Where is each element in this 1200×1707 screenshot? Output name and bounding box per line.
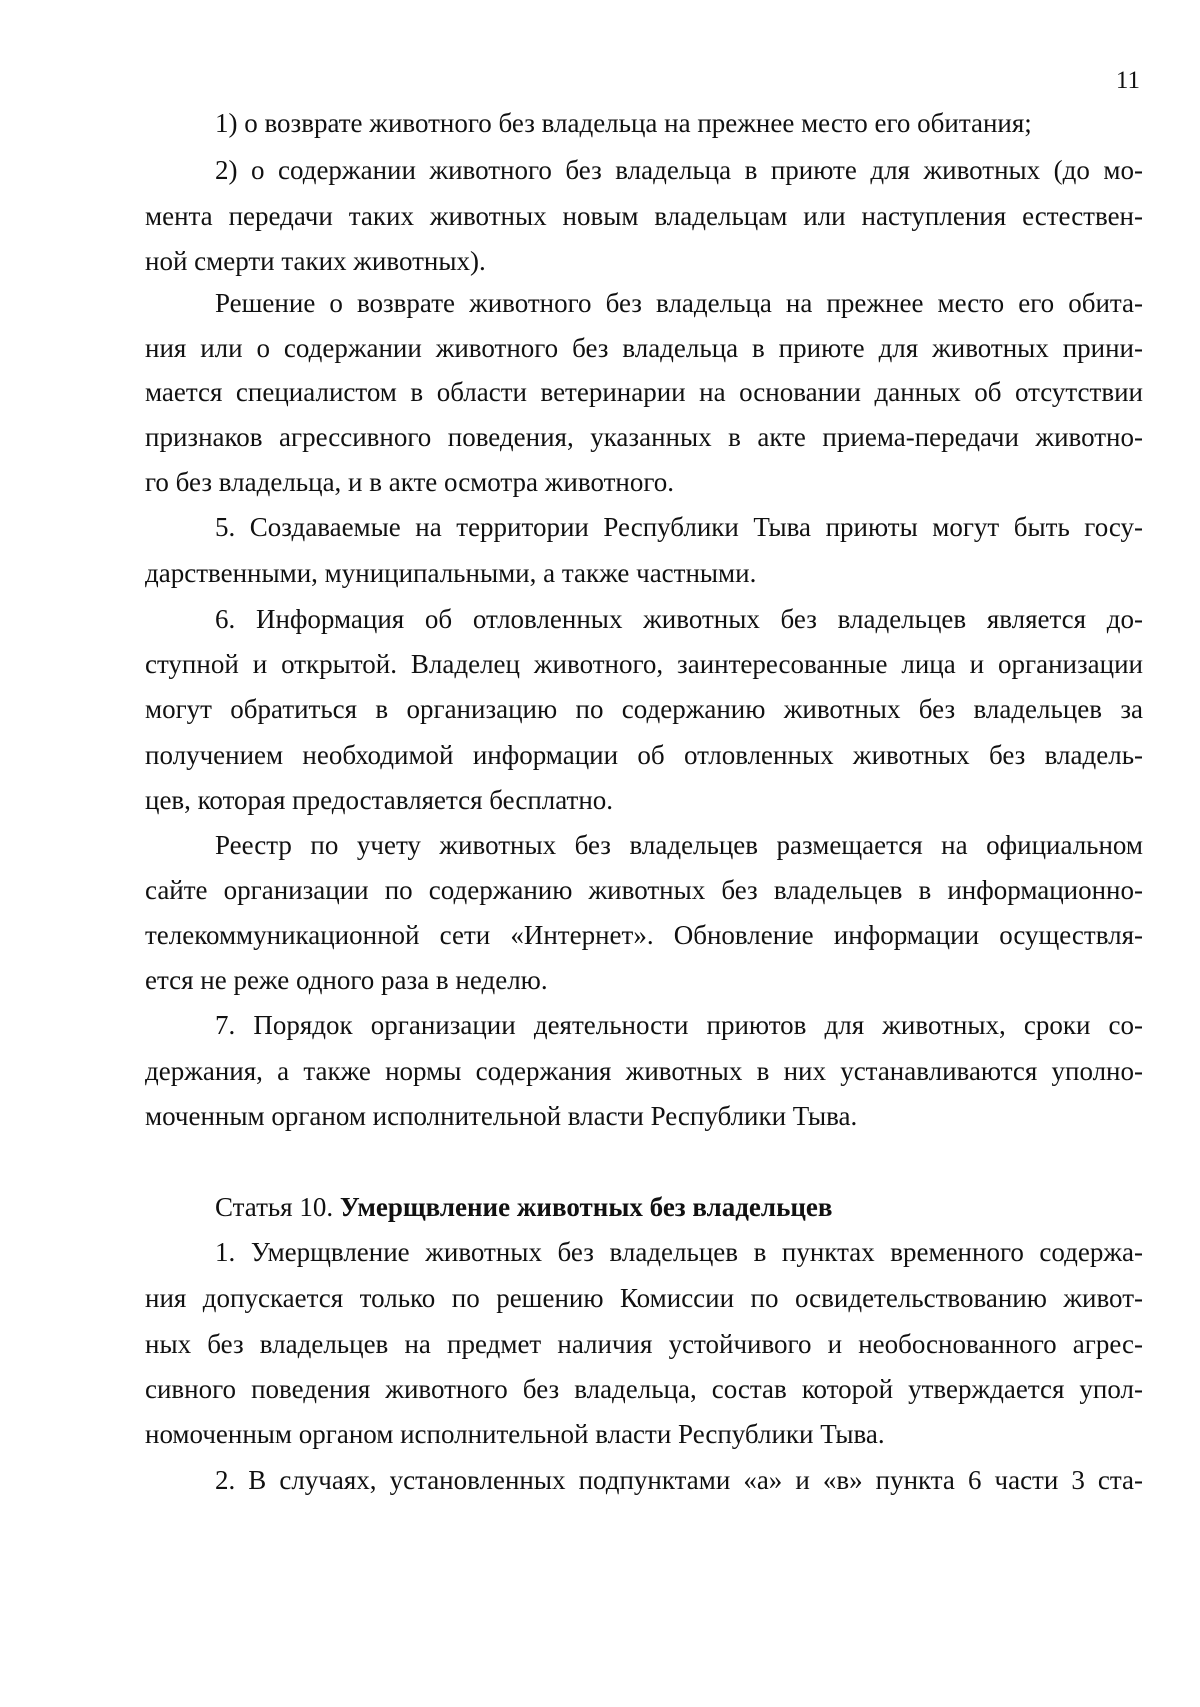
text-line: ется не реже одного раза в неделю.: [145, 965, 548, 995]
text-line: 7. Порядок организации деятельности приютов для животных, сроки со-: [215, 1010, 1143, 1040]
text-line: ния допускается только по решению Комиссии по освидетельствованию живот-: [145, 1283, 1143, 1313]
article-title: Умерщвление животных без владельцев: [339, 1192, 833, 1222]
text-line: Реестр по учету животных без владельцев размещается на официальном: [215, 830, 1143, 860]
text-line: цев, которая предоставляется бесплатно.: [145, 785, 614, 815]
text-line: дарственными, муниципальными, а также частными.: [145, 558, 757, 588]
text-line: признаков агрессивного поведения, указанных в акте приема-передачи животно-: [145, 422, 1143, 452]
text-line: 6. Информация об отловленных животных без владельцев является до-: [215, 604, 1143, 634]
page-number: 11: [1115, 67, 1140, 94]
text-line: мента передачи таких животных новым владельцам или наступления естествен-: [145, 201, 1143, 231]
text-line: держания, а также нормы содержания животных в них устанавливаются уполно-: [145, 1056, 1143, 1086]
text-line: сайте организации по содержанию животных без владельцев в информационно-: [145, 875, 1143, 905]
text-line: могут обратиться в организацию по содержанию животных без владельцев за: [145, 694, 1143, 724]
text-line: номоченным органом исполнительной власти Республики Тыва.: [145, 1419, 885, 1449]
text-line: мается специалистом в области ветеринарии на основании данных об отсутствии: [145, 377, 1143, 407]
text-line: ступной и открытой. Владелец животного, заинтересованные лица и организации: [145, 649, 1143, 679]
article-prefix: Статья 10.: [215, 1192, 340, 1222]
text-line: 5. Создаваемые на территории Республики Тыва приюты могут быть госу-: [215, 512, 1143, 542]
text-line: го без владельца, и в акте осмотра животного.: [145, 467, 674, 497]
text-line: сивного поведения животного без владельца, состав которой утверждается упол-: [145, 1374, 1143, 1404]
text-line: ных без владельцев на предмет наличия устойчивого и необоснованного агрес-: [145, 1329, 1143, 1359]
text-line: ния или о содержании животного без владельца в приюте для животных прини-: [145, 333, 1143, 363]
text-line: получением необходимой информации об отловленных животных без владель-: [145, 740, 1143, 770]
article-heading: [215, 1191, 1143, 1223]
text-line: моченным органом исполнительной власти Республики Тыва.: [145, 1101, 858, 1131]
text-line: 2. В случаях, установленных подпунктами «а» и «в» пункта 6 части 3 ста-: [215, 1465, 1143, 1495]
text-line: 1. Умерщвление животных без владельцев в пунктах временного содержа-: [215, 1237, 1143, 1267]
text-line: 1) о возврате животного без владельца на прежнее место его обитания;: [215, 108, 1032, 138]
text-line: Решение о возврате животного без владельца на прежнее место его обита-: [215, 288, 1143, 318]
text-line: 2) о содержании животного без владельца в приюте для животных (до мо-: [215, 155, 1143, 185]
text-line: ной смерти таких животных).: [145, 246, 486, 276]
text-line: телекоммуникационной сети «Интернет». Обновление информации осуществля-: [145, 920, 1143, 950]
